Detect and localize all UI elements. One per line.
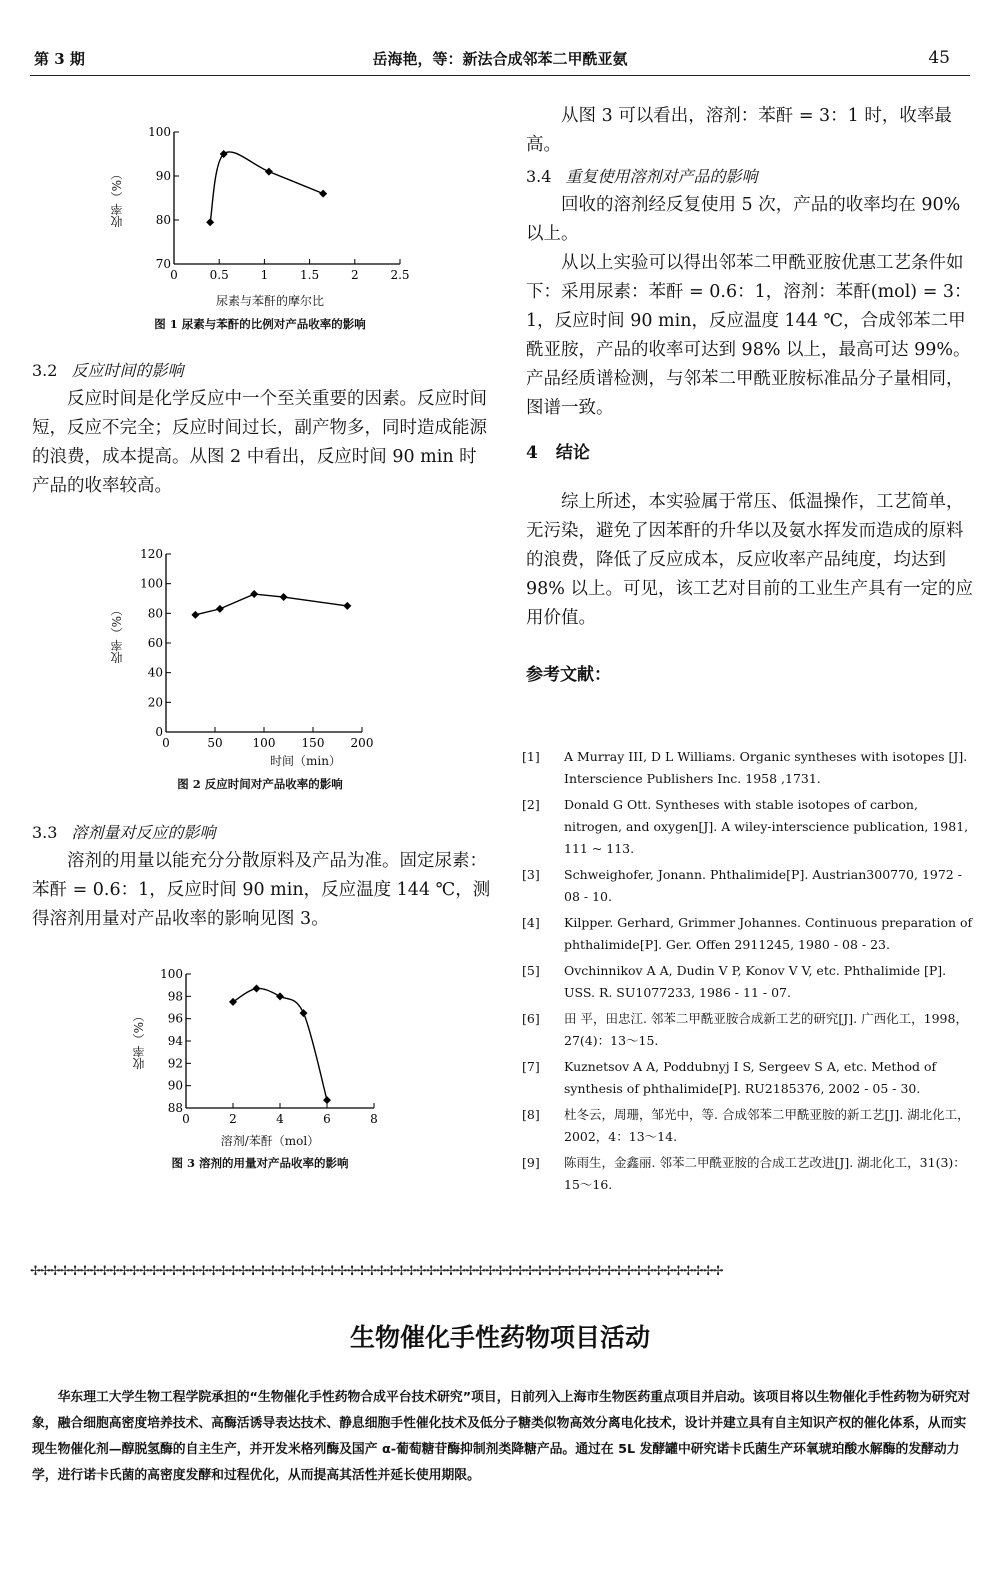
x-tick-label: 4 bbox=[276, 1112, 284, 1126]
issue-number: 第 3 期 bbox=[34, 50, 85, 68]
y-tick-label: 98 bbox=[167, 989, 183, 1004]
series-line bbox=[233, 988, 327, 1100]
section-heading: 3.4 重复使用溶剂对产品的影响 bbox=[526, 167, 758, 186]
reference-item bbox=[522, 1056, 977, 1100]
reference-number: [8] bbox=[522, 1107, 540, 1122]
data-point bbox=[191, 611, 199, 619]
x-tick-label: 2 bbox=[350, 268, 359, 282]
data-point bbox=[229, 998, 237, 1006]
reference-text: A Murray III, D L Williams. Organic syntheses with isotopes [J]. Interscience Publishers Inc. 1958 ,1731. bbox=[564, 749, 968, 786]
x-tick-label: 1.5 bbox=[300, 268, 320, 282]
reference-list bbox=[522, 746, 977, 1200]
y-tick-label: 92 bbox=[167, 1056, 183, 1071]
running-title: 岳海艳，等：新法合成邻苯二甲酰亚氨 bbox=[372, 50, 628, 68]
y-tick-label: 70 bbox=[155, 257, 171, 271]
series-line bbox=[210, 152, 323, 222]
reference-number: [5] bbox=[522, 963, 540, 978]
y-tick-label: 100 bbox=[148, 125, 171, 139]
reference-item bbox=[522, 794, 977, 860]
reference-item bbox=[522, 1008, 977, 1052]
reference-number: [9] bbox=[522, 1155, 540, 1170]
reference-item bbox=[522, 960, 977, 1004]
fig1-caption: 图 1 尿素与苯酐的比例对产品收率的影响 bbox=[154, 317, 366, 331]
x-tick-label: 200 bbox=[350, 736, 374, 750]
data-point bbox=[206, 218, 214, 226]
y-tick-label: 120 bbox=[140, 547, 163, 561]
x-tick-label: 2.5 bbox=[390, 268, 410, 282]
data-point bbox=[253, 985, 261, 993]
x-tick-label: 6 bbox=[323, 1112, 331, 1126]
reference-text: Schweighofer, Jonann. Phthalimide[P]. Austrian300770, 1972 - 08 - 10. bbox=[564, 867, 962, 904]
y-tick-label: 60 bbox=[147, 636, 163, 650]
reference-text: 杜冬云，周珊，邹光中，等. 合成邻苯二甲酰亚胺的新工艺[J]. 湖北化工，2002，4：13～14. bbox=[564, 1107, 970, 1144]
x-tick-label: 50 bbox=[207, 736, 223, 750]
data-point bbox=[216, 605, 224, 613]
y-tick-label: 100 bbox=[160, 967, 183, 981]
x-tick-label: 8 bbox=[370, 1112, 378, 1126]
right-column bbox=[526, 102, 976, 690]
y-tick-label: 94 bbox=[167, 1034, 183, 1048]
y-tick-label: 96 bbox=[167, 1011, 183, 1026]
paragraph: 溶剂的用量以能充分分散原料及产品为准。固定尿素：苯酐 = 0.6：1，反应时间 90 min，反应温度 144 ℃，测得溶剂用量对产品收率的影响见图 3。 bbox=[32, 851, 491, 929]
data-point bbox=[280, 593, 288, 601]
fig3-caption: 图 3 溶剂的用量对产品收率的影响 bbox=[171, 1156, 349, 1170]
reference-text: Kuznetsov A A, Poddubnyj I S, Sergeev S A, etc. Method of synthesis of phthalimide[P]. RU2185376, 2002 - 05 - 30. bbox=[564, 1059, 937, 1096]
reference-item bbox=[522, 746, 977, 790]
y-tick-label: 100 bbox=[140, 576, 163, 591]
reference-item bbox=[522, 864, 977, 908]
references-title: 参考文献： bbox=[526, 665, 611, 685]
paragraph: 从以上实验可以得出邻苯二甲酰亚胺优惠工艺条件如下：采用尿素：苯酐 = 0.6：1，溶剂：苯酐(mol) = 3：1，反应时间 90 min，反应温度 144 ℃，合成邻苯二甲酰亚胺，产品的收率可达到 98% 以上，最高可达 99%。产品经质谱检测，与邻苯二甲酰亚胺标准品分子量相同，图谱一致。 bbox=[526, 253, 972, 418]
y-tick-label: 40 bbox=[147, 665, 163, 680]
section-heading: 4 结论 bbox=[526, 443, 590, 463]
reference-text: Kilpper. Gerhard, Grimmer Johannes. Continuous preparation of phthalimide[P]. Ger. Offen 2911245, 1980 - 08 - 23. bbox=[564, 915, 973, 952]
fig2-x-label: 时间（min） bbox=[270, 754, 341, 768]
data-point bbox=[300, 1009, 308, 1017]
header-rule bbox=[30, 75, 970, 76]
paragraph: 综上所述，本实验属于常压、低温操作，工艺简单，无污染，避免了因苯酐的升华以及氨水挥发而造成的原料的浪费，降低了反应成本，反应收率产品纯度，均达到 98% 以上。可见，该工艺对目前的工业生产具有一定的应用价值。 bbox=[526, 492, 973, 628]
page-number: 45 bbox=[928, 48, 950, 68]
x-tick-label: 0 bbox=[170, 268, 178, 282]
x-tick-label: 2 bbox=[229, 1112, 237, 1126]
fig2-y-label: 收率（%） bbox=[110, 604, 124, 664]
y-tick-label: 80 bbox=[147, 606, 163, 621]
y-tick-label: 90 bbox=[167, 1078, 183, 1093]
section-3-3 bbox=[32, 818, 492, 934]
data-point bbox=[343, 602, 351, 610]
fig2-caption: 图 2 反应时间对产品收率的影响 bbox=[177, 777, 343, 791]
data-point bbox=[276, 992, 284, 1000]
figure-1-chart bbox=[110, 124, 430, 290]
section-heading: 3.2 反应时间的影响 bbox=[32, 361, 184, 380]
paragraph: 反应时间是化学反应中一个至关重要的因素。反应时间短，反应不完全；反应时间过长，副产物多，同时造成能源的浪费，成本提高。从图 2 中看出，反应时间 90 min 时产品的收率较高。 bbox=[32, 389, 487, 496]
reference-text: Donald G Ott. Syntheses with stable isotopes of carbon, nitrogen, and oxygen[J]. A wiley-interscience publication, 1981, 111 ~ 113. bbox=[564, 797, 969, 856]
x-tick-label: 100 bbox=[252, 736, 276, 750]
fig3-y-label: 收率（%） bbox=[132, 1010, 146, 1070]
figure-2-chart bbox=[110, 542, 410, 752]
y-tick-label: 20 bbox=[147, 695, 163, 710]
section-heading: 3.3 溶剂量对反应的影响 bbox=[32, 823, 216, 842]
reference-item bbox=[522, 912, 977, 956]
paragraph: 回收的溶剂经反复使用 5 次，产品的收率均在 90% 以上。 bbox=[526, 195, 961, 244]
reference-item bbox=[522, 1104, 977, 1148]
x-tick-label: 0 bbox=[182, 1112, 190, 1126]
y-tick-label: 88 bbox=[167, 1101, 183, 1115]
x-tick-label: 150 bbox=[301, 736, 325, 750]
news-title: 生物催化手性药物项目活动 bbox=[349, 1323, 650, 1352]
data-point bbox=[323, 1096, 331, 1104]
reference-number: [1] bbox=[522, 749, 540, 764]
reference-text: 陈雨生，金鑫丽. 邻苯二甲酰亚胺的合成工艺改进[J]. 湖北化工，31(3)：15～16. bbox=[564, 1155, 966, 1192]
y-tick-label: 80 bbox=[155, 213, 171, 227]
reference-number: [3] bbox=[522, 867, 540, 882]
fig1-x-label: 尿素与苯酐的摩尔比 bbox=[215, 294, 324, 308]
series-line bbox=[195, 594, 347, 615]
data-point bbox=[250, 590, 258, 598]
fig3-x-label: 溶剂/苯酐（mol） bbox=[220, 1134, 320, 1148]
data-point bbox=[319, 190, 327, 198]
reference-text: 田 平，田忠江. 邻苯二甲酰亚胺合成新工艺的研究[J]. 广西化工，1998，27(4)：13～15. bbox=[564, 1011, 968, 1048]
x-tick-label: 0 bbox=[162, 736, 170, 750]
y-tick-label: 90 bbox=[155, 169, 171, 183]
reference-number: [2] bbox=[522, 797, 540, 812]
news-body: 华东理工大学生物工程学院承担的“生物催化手性药物合成平台技术研究”项目，日前列入上海市生物医药重点项目并启动。该项目将以生物催化手性药物为研究对象，融合细胞高密度培养技术、高酶活诱导表达技术、静息细胞手性催化技术及低分子糖类似物高效分离电化技术，设计并建立具有自主知识产权的催化体系，从而实现生物催化剂—醇脱氢酶的自主生产，并开发米格列酶及国产 α-葡萄糖苷酶抑制剂类降糖产品。通过在 5L 发酵罐中研究诺卡氏菌生产环氧琥珀酸水解酶的发酵动力学，进行诺卡氏菌的高密度发酵和过程优化，从而提高其活性并延长使用期限。 bbox=[32, 1390, 971, 1483]
ornamental-divider: ✢✢✢✢✢✢✢✢✢✢✢✢✢✢✢✢✢✢✢✢✢✢✢✢✢✢✢✢✢✢✢✢✢✢✢✢✢✢✢✢✢✢✢✢✢✢✢✢✢✢✢✢✢✢✢✢✢✢✢✢✢✢✢✢✢✢✢✢✢✢ bbox=[30, 1264, 723, 1278]
reference-item bbox=[522, 1152, 977, 1196]
fig1-y-label: 收率（%） bbox=[110, 168, 124, 228]
y-tick-label: 0 bbox=[155, 725, 163, 739]
x-tick-label: 1 bbox=[260, 268, 269, 282]
reference-number: [4] bbox=[522, 915, 540, 930]
paragraph: 从图 3 可以看出，溶剂：苯酐 = 3：1 时，收率最高。 bbox=[526, 106, 952, 155]
reference-text: Ovchinnikov A A, Dudin V P, Konov V V, etc. Phthalimide [P]. USS. R. SU1077233, 1986 - 11 - 07. bbox=[564, 963, 947, 1000]
running-header bbox=[34, 48, 966, 74]
data-point bbox=[265, 168, 273, 176]
x-tick-label: 0.5 bbox=[209, 268, 229, 282]
reference-number: [6] bbox=[522, 1011, 540, 1026]
section-3-2 bbox=[32, 356, 492, 501]
figure-3-chart bbox=[150, 966, 400, 1128]
reference-number: [7] bbox=[522, 1059, 540, 1074]
